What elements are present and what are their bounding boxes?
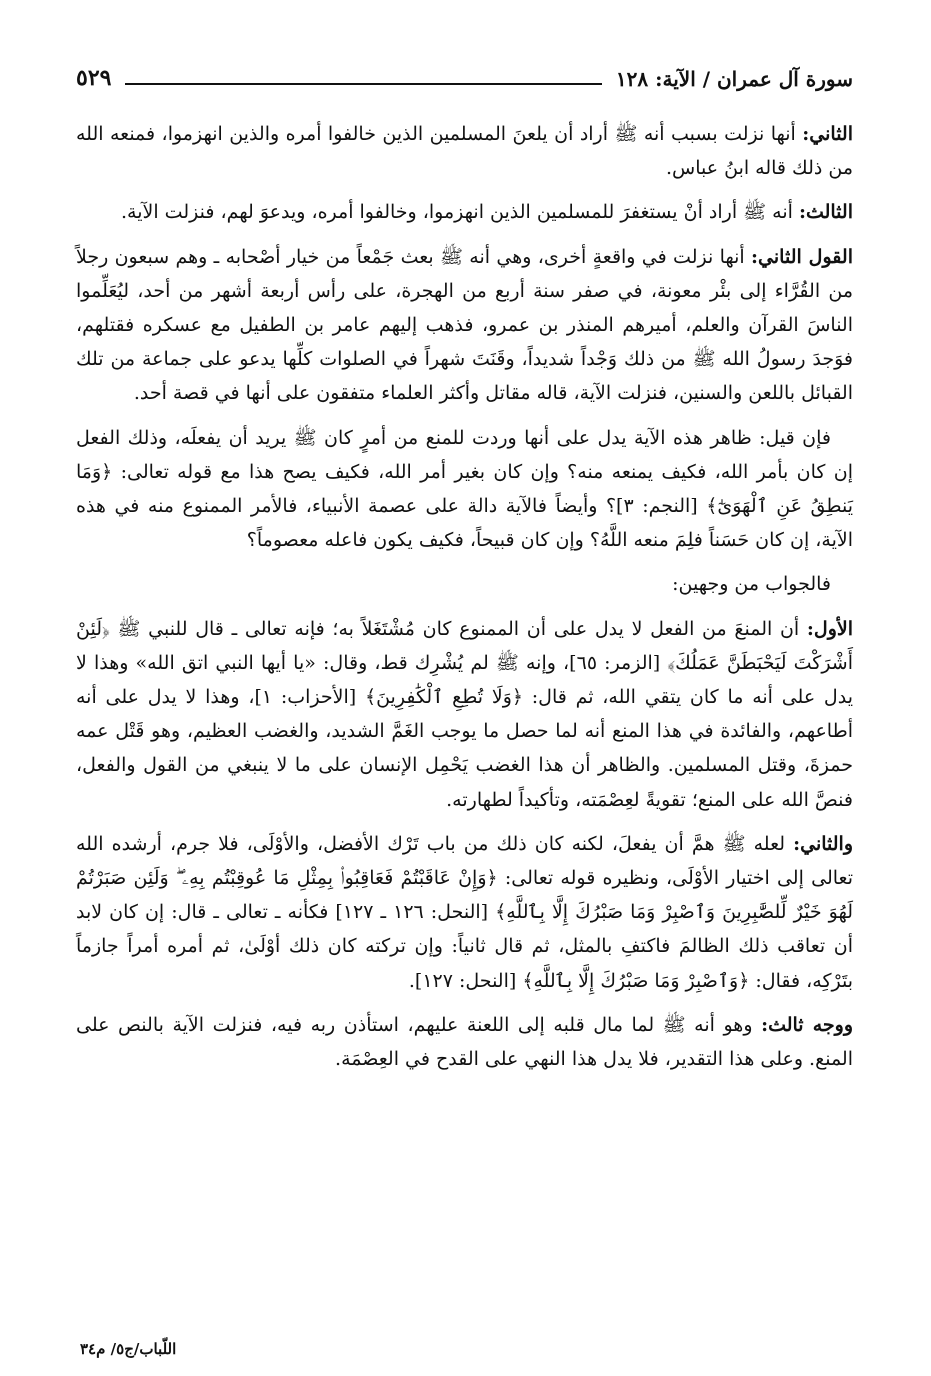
paragraph: [76, 240, 853, 411]
paragraph-text: أن المنعَ من الفعل لا يدل على أن الممنوع كان مُشْتَغَلاً به؛ فإنه تعالى ـ قال للنبي ﷺ ﴿لَئِنْ أَشْرَكْتَ لَيَحْبَطَنَّ عَمَلُكَ﴾ [الزمر: ٦٥]، وإنه ﷺ لم يُشْرِك قط، وقال: «يا أيها النبي اتق الله» وهذا لا يدل على أنه ما كان يتقي الله، ثم قال: ﴿وَلَا تُطِعِ ٱلْكَٰفِرِينَ﴾ [الأحزاب: ١]، وهذا لا يدل على أنه أطاعهم، والفائدة في هذا المنع أنه لما حصل ما يوجب الغَمَّ الشديد، والغضب العظيم، وهو قَتْل عمه حمزةَ، وقتل المسلمين. والظاهر أن هذا الغضب يَحْمِل الإنسان على ما لا ينبغي من القول والفعل، فنصَّ الله على المنع؛ تقويةً لعِصْمَته، وتأكيداً لطهارته.: [76, 617, 854, 811]
paragraph: [76, 421, 853, 558]
running-header: [76, 55, 853, 91]
paragraph-lead: الثالث:: [798, 201, 853, 224]
paragraph-lead: الثاني:: [802, 123, 853, 145]
paragraph: [76, 117, 853, 185]
body-text: [76, 117, 853, 1076]
header-title: سورة آل عمران / الآية: ١٢٨: [615, 67, 853, 91]
paragraph-text: أنه ﷺ أراد أنْ يستغفرَ للمسلمين الذين انهزموا، وخالفوا أمره، ويدعوَ لهم، فنزلت الآية.: [121, 201, 799, 224]
paragraph: [76, 612, 853, 817]
paragraph-text: وهو أنه ﷺ لما مال قلبه إلى اللعنة عليهم، استأذن ربه فيه، فنزلت الآية بالنص على المنع. وعلى هذا التقدير، فلا يدل هذا النهي على القدح في العِصْمَة.: [76, 1013, 853, 1071]
paragraph-lead: القول الثاني:: [751, 245, 853, 268]
paragraph-text: أنها نزلت بسبب أنه ﷺ أراد أن يلعنَ المسلمين الذين خالفوا أمره والذين انهزموا، فمنعه الله من ذلك قاله ابنُ عباس.: [76, 123, 853, 180]
paragraph-lead: الأول:: [806, 617, 853, 640]
paragraph-lead: ووجه ثالث:: [761, 1013, 854, 1036]
paragraph: [76, 195, 853, 229]
paragraph: [76, 827, 853, 998]
page-number: ٥٢٩: [76, 65, 112, 91]
paragraph: [76, 567, 853, 601]
paragraph-text: فإن قيل: ظاهر هذه الآية يدل على أنها وردت للمنع من أمرٍ كان ﷺ يريد أن يفعلَه، وذلك الفعل إن كان بأمر الله، فكيف يمنعه منه؟ وإن كان بغير أمر الله، فكيف يصح هذا مع قوله تعالى: ﴿وَمَا يَنطِقُ عَنِ ٱلْهَوَىٰٓ﴾ [النجم: ٣]؟ وأيضاً فالآية دالة على عصمة الأنبياء، فالأمر الممنوع منه في هذه الآية، إن كان حَسَناً فلِمَ منعه اللَّهُ؟ وإن كان قبيحاً، فكيف يكون فاعله معصوماً؟: [76, 426, 854, 552]
header-rule: [125, 83, 601, 85]
footer-signature: اللّباب/ج٥/ م٣٤: [80, 1340, 177, 1358]
paragraph-lead: والثاني:: [793, 832, 853, 855]
paragraph: [76, 1008, 853, 1076]
paragraph-text: فالجواب من وجهين:: [672, 573, 831, 596]
paragraph-text: أنها نزلت في واقعةٍ أخرى، وهي أنه ﷺ بعث جَمْعاً من خيار أصْحابه ـ وهم سبعون رجلاً من القُرَّاء إلى بئْر معونة، في صفر سنة أربع من الهجرة، على رأس أربعة أشهر من أحد، ليُعَلِّموا الناسَ القرآن والعلم، أميرهم المنذر بن عمرو، فذهب إليهم عامر بن الطفيل مع عسكره فقتلهم، فوَجدَ رسولُ الله ﷺ من ذلك وَجْداً شديداً، وقَنَتَ شهراً في الصلوات كلِّها يدعو على جماعة من تلك القبائل باللعن والسنين، فنزلت الآية، قاله مقاتل وأكثر العلماء متفقون على أنها في قصة أحد.: [76, 245, 853, 405]
paragraph-text: لعله ﷺ همَّ أن يفعلَ، لكنه كان ذلك من باب تَرْك الأفضل، والأوْلَى، فلا جرم، أرشده الله تعالى إلى اختيار الأوْلَى، ونظيره قوله تعالى: ﴿وَإِنْ عَاقَبْتُمْ فَعَاقِبُوا۟ بِمِثْلِ مَا عُوقِبْتُم بِهِۦ ۖ وَلَئِن صَبَرْتُمْ لَهُوَ خَيْرٌ لِّلصَّٰبِرِينَ وَٱصْبِرْ وَمَا صَبْرُكَ إِلَّا بِٱللَّهِ﴾ [النحل: ١٢٦ ـ ١٢٧] فكأنه ـ تعالى ـ قال: إن كان لابد أن تعاقب ذلك الظالمَ فاكتفِ بالمثل، ثم قال ثانياً: وإن تركته كان ذلك أوْلَىٰ، ثم أمره أمراً جازماً بتَرْكِه، فقال: ﴿وَٱصْبِرْ وَمَا صَبْرُكَ إِلَّا بِٱللَّهِ﴾ [النحل: ١٢٧].: [76, 832, 854, 992]
